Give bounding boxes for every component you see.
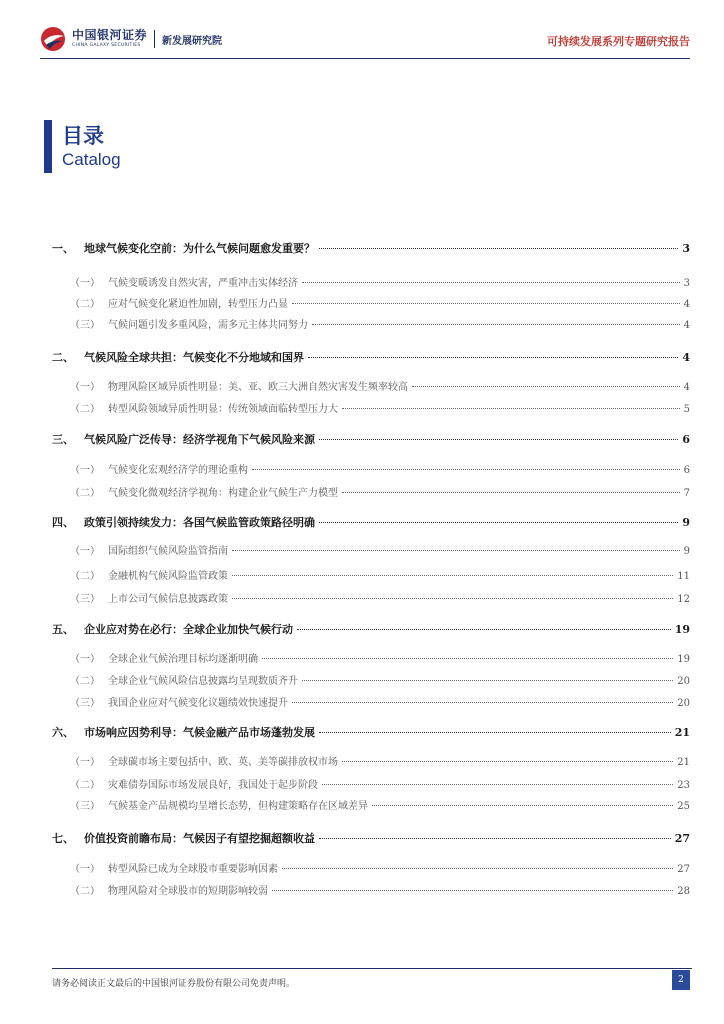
toc-dot-leader [319, 248, 678, 249]
toc-entry-title: 气候基金产品规模均呈增长态势，但构建策略存在区域差异 [108, 801, 368, 812]
toc-section-entry[interactable] [70, 316, 690, 331]
toc-section-entry[interactable] [70, 776, 690, 791]
toc-entry-number: （二） [70, 488, 100, 499]
toc-chapter-entry[interactable] [52, 431, 690, 447]
toc-dot-leader [342, 761, 673, 762]
toc-entry-number: 一、 [52, 242, 74, 255]
toc-chapter-entry[interactable] [52, 240, 690, 256]
toc-dot-leader [297, 629, 671, 630]
toc-dot-leader [412, 386, 680, 387]
toc-entry-number: （二） [70, 404, 100, 415]
toc-section-entry[interactable] [70, 295, 690, 310]
toc-entry-number: （一） [70, 382, 100, 393]
toc-entry-page: 11 [677, 571, 690, 582]
toc-entry-title: 气候风险全球共担：气候变化不分地域和国界 [84, 351, 304, 364]
toc-entry-number: （三） [70, 594, 100, 605]
toc-entry-number: （三） [70, 320, 100, 331]
toc-entry-number: （二） [70, 299, 100, 310]
toc-entry-title: 气候变化宏观经济学的理论重构 [108, 465, 248, 476]
toc-section-entry[interactable] [70, 672, 690, 687]
toc-entry-title: 全球企业气候风险信息披露均呈现数质齐升 [108, 676, 298, 687]
report-series-tag: 可持续发展系列专题研究报告 [547, 35, 690, 48]
toc-dot-leader [319, 522, 678, 523]
catalog-accent-bar [44, 120, 52, 173]
toc-entry-number: （三） [70, 801, 100, 812]
toc-entry-page: 5 [683, 404, 690, 415]
toc-section-entry[interactable] [70, 753, 690, 768]
toc-entry-page: 3 [683, 278, 690, 289]
toc-entry-title: 物理风险区域异质性明显：美、亚、欧三大洲自然灾害发生频率较高 [108, 382, 408, 393]
toc-entry-page: 4 [683, 382, 690, 393]
toc-entry-title: 政策引领持续发力：各国气候监管政策路径明确 [84, 516, 315, 529]
toc-dot-leader [282, 868, 673, 869]
toc-entry-page: 12 [677, 594, 690, 605]
galaxy-logo-icon [40, 26, 66, 52]
toc-entry-page: 19 [677, 654, 690, 665]
toc-dot-leader [302, 282, 680, 283]
toc-section-entry[interactable] [70, 274, 690, 289]
toc-dot-leader [312, 324, 680, 325]
toc-entry-number: （一） [70, 546, 100, 557]
toc-dot-leader [319, 732, 671, 733]
toc-entry-page: 27 [674, 832, 690, 845]
toc-entry-title: 灾难债券国际市场发展良好，我国处于起步阶段 [108, 780, 318, 791]
toc-chapter-entry[interactable] [52, 724, 690, 740]
toc-entry-page: 25 [677, 801, 690, 812]
disclaimer-text: 请务必阅读正文最后的中国银河证券股份有限公司免责声明。 [52, 979, 296, 989]
toc-entry-title: 国际组织气候风险监管指南 [108, 546, 228, 557]
toc-section-entry[interactable] [70, 590, 690, 605]
toc-entry-number: （二） [70, 780, 100, 791]
toc-entry-number: （一） [70, 654, 100, 665]
toc-entry-title: 气候风险广泛传导：经济学视角下气候风险来源 [84, 433, 315, 446]
toc-entry-page: 27 [677, 864, 690, 875]
toc-dot-leader [319, 838, 671, 839]
toc-dot-leader [342, 408, 680, 409]
toc-dot-leader [372, 805, 673, 806]
toc-entry-page: 7 [683, 488, 690, 499]
toc-entry-page: 9 [682, 516, 690, 529]
toc-entry-number: （三） [70, 698, 100, 709]
logo-english-name: CHINA GALAXY SECURITIES [72, 43, 141, 49]
toc-section-entry[interactable] [70, 484, 690, 499]
toc-entry-title: 我国企业应对气候变化议题绩效快速提升 [108, 698, 288, 709]
toc-entry-page: 4 [682, 351, 690, 364]
toc-entry-title: 价值投资前瞻布局：气候因子有望挖掘超额收益 [84, 832, 315, 845]
toc-entry-page: 19 [674, 623, 690, 636]
toc-dot-leader [302, 680, 673, 681]
institute-name: 新发展研究院 [162, 35, 223, 47]
toc-chapter-entry[interactable] [52, 514, 690, 530]
toc-entry-number: 六、 [52, 726, 74, 739]
header-divider [40, 58, 690, 59]
toc-entry-number: （二） [70, 571, 100, 582]
toc-entry-title: 转型风险领域异质性明显：传统领域面临转型压力大 [108, 404, 338, 415]
toc-dot-leader [342, 492, 680, 493]
toc-entry-number: 七、 [52, 832, 74, 845]
toc-entry-title: 全球企业气候治理目标均逐渐明确 [108, 654, 258, 665]
catalog-title: 目录 [62, 123, 104, 148]
toc-chapter-entry[interactable] [52, 830, 690, 846]
toc-entry-page: 21 [677, 757, 690, 768]
toc-entry-number: （二） [70, 676, 100, 687]
toc-dot-leader [232, 550, 680, 551]
toc-section-entry[interactable] [70, 461, 690, 476]
toc-dot-leader [252, 469, 680, 470]
toc-entry-page: 20 [677, 698, 690, 709]
footer-divider [52, 968, 692, 969]
toc-entry-number: （一） [70, 278, 100, 289]
toc-entry-page: 23 [677, 780, 690, 791]
toc-dot-leader [322, 784, 673, 785]
page-number: 2 [672, 970, 690, 990]
toc-dot-leader [262, 658, 673, 659]
toc-entry-number: （一） [70, 757, 100, 768]
toc-entry-number: 三、 [52, 433, 74, 446]
toc-section-entry[interactable] [70, 400, 690, 415]
toc-entry-page: 6 [682, 433, 690, 446]
toc-entry-title: 全球碳市场主要包括中、欧、英、美等碳排放权市场 [108, 757, 338, 768]
toc-entry-number: 五、 [52, 623, 74, 636]
toc-entry-title: 转型风险已成为全球股市重要影响因素 [108, 864, 278, 875]
toc-entry-page: 9 [683, 546, 690, 557]
page-header [40, 24, 690, 54]
catalog-subtitle: Catalog [62, 150, 121, 169]
toc-section-entry[interactable] [70, 860, 690, 875]
toc-dot-leader [232, 598, 673, 599]
toc-section-entry[interactable] [70, 882, 690, 897]
toc-section-entry[interactable] [70, 694, 690, 709]
toc-dot-leader [308, 357, 678, 358]
toc-section-entry[interactable] [70, 567, 690, 582]
toc-section-entry[interactable] [70, 378, 690, 393]
toc-entry-title: 市场响应因势利导：气候金融产品市场蓬勃发展 [84, 726, 315, 739]
toc-entry-title: 上市公司气候信息披露政策 [108, 594, 228, 605]
toc-dot-leader [232, 575, 673, 576]
toc-entry-number: 二、 [52, 351, 74, 364]
toc-entry-page: 3 [682, 242, 690, 255]
toc-entry-page: 6 [683, 465, 690, 476]
toc-entry-title: 气候问题引发多重风险，需多元主体共同努力 [108, 320, 308, 331]
company-logo [40, 24, 222, 54]
toc-chapter-entry[interactable] [52, 349, 690, 365]
toc-entry-page: 4 [683, 320, 690, 331]
toc-entry-number: 四、 [52, 516, 74, 529]
logo-chinese-name: 中国银河证券 [72, 28, 148, 43]
toc-dot-leader [272, 890, 673, 891]
toc-section-entry[interactable] [70, 542, 690, 557]
toc-entry-title: 地球气候变化空前：为什么气候问题愈发重要？ [84, 242, 315, 255]
toc-section-entry[interactable] [70, 650, 690, 665]
toc-dot-leader [292, 303, 680, 304]
toc-entry-title: 物理风险对全球股市的短期影响较弱 [108, 886, 268, 897]
logo-divider [154, 30, 155, 48]
toc-entry-number: （一） [70, 465, 100, 476]
toc-entry-number: （一） [70, 864, 100, 875]
toc-section-entry[interactable] [70, 797, 690, 812]
toc-entry-title: 金融机构气候风险监管政策 [108, 571, 228, 582]
toc-entry-title: 气候变化微观经济学视角：构建企业气候生产力模型 [108, 488, 338, 499]
toc-dot-leader [319, 439, 678, 440]
toc-entry-page: 20 [677, 676, 690, 687]
toc-entry-number: （二） [70, 886, 100, 897]
toc-entry-page: 4 [683, 299, 690, 310]
toc-entry-page: 21 [674, 726, 690, 739]
toc-entry-title: 应对气候变化紧迫性加剧，转型压力凸显 [108, 299, 288, 310]
toc-chapter-entry[interactable] [52, 621, 690, 637]
toc-entry-title: 气候变暖诱发自然灾害，严重冲击实体经济 [108, 278, 298, 289]
toc-entry-title: 企业应对势在必行：全球企业加快气候行动 [84, 623, 293, 636]
toc-entry-page: 28 [677, 886, 690, 897]
toc-dot-leader [292, 702, 673, 703]
